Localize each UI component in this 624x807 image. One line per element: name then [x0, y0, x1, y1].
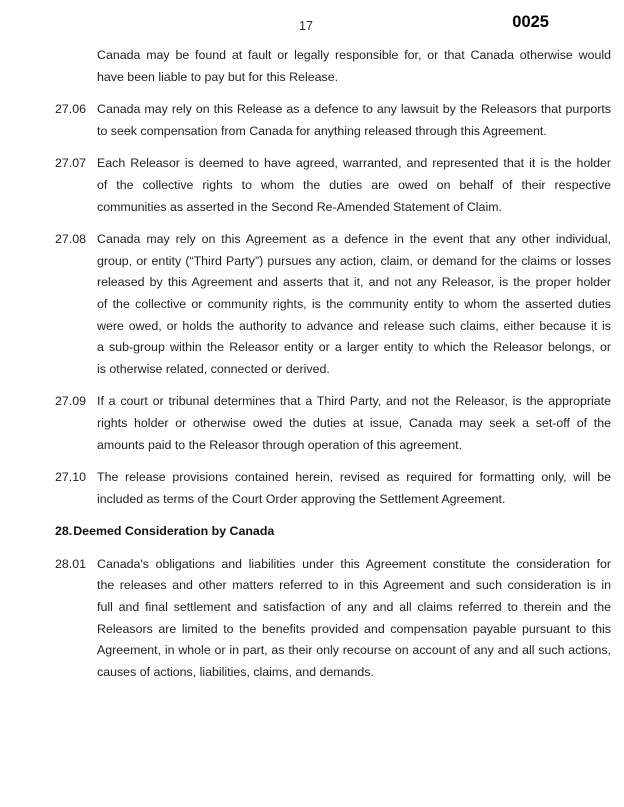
paragraph-text	[97, 45, 611, 88]
paragraph-line: included as terms of the Court Order approving the Settlement Agreement.	[97, 491, 506, 506]
paragraph-line: have been liable to pay but for this Release.	[97, 69, 339, 84]
paragraph-number: 27.08	[55, 232, 87, 247]
paragraph-line: rights holder or otherwise owed the duties at issue, Canada may seek a set-off of the	[97, 415, 611, 430]
paragraph-number: 28.01	[55, 556, 87, 571]
paragraph-27.10	[0, 467, 624, 510]
section-heading-28	[55, 521, 624, 543]
paragraph-text	[97, 99, 611, 142]
paragraph-line: Each Releasor is deemed to have agreed, warranted, and represented that it is the holder	[97, 156, 611, 171]
paragraph-line: to seek compensation from Canada for anything released through this Agreement.	[97, 123, 547, 138]
paragraph-line: Releasors are limited to the benefits provided and compensation payable pursuant to this	[97, 621, 611, 636]
paragraph-line: Canada may be found at fault or legally responsible for, or that Canada otherwise would	[97, 48, 611, 62]
paragraph-27.09	[0, 391, 624, 456]
paragraph-continuation	[0, 45, 624, 88]
paragraph-number: 27.06	[55, 102, 87, 117]
paragraph-line: of the collective rights to whom the duties are owed on behalf of their respective	[97, 177, 611, 192]
paragraph-27.08	[0, 229, 624, 380]
paragraph-line: Canada may rely on this Agreement as a defence in the event that any other individual,	[97, 232, 611, 247]
paragraph-text	[97, 391, 611, 456]
paragraph-line: Canada's obligations and liabilities under this Agreement constitute the consideration for	[97, 556, 611, 571]
paragraph-text	[97, 153, 611, 218]
page-number: 17	[299, 19, 313, 33]
section-number: 28.	[55, 524, 73, 539]
bates-number: 0025	[512, 13, 549, 31]
paragraph-line: the releases and other matters referred to in this Agreement and such consideration is in	[97, 578, 611, 593]
paragraph-text	[97, 554, 611, 684]
paragraph-line: is otherwise related, connected or derived.	[97, 361, 330, 376]
paragraph-text	[97, 467, 611, 510]
section-title: Deemed Consideration by Canada	[73, 524, 275, 539]
paragraph-28.01	[0, 554, 624, 684]
paragraph-text	[97, 229, 611, 380]
paragraph-27.07	[0, 153, 624, 218]
paragraph-line: amounts paid to the Releasor through operation of this agreement.	[97, 437, 463, 452]
paragraph-line: released by this Agreement and asserts that it, and not any Releasor, is the proper holder	[97, 275, 611, 290]
paragraph-line: of the collective or community rights, is the community entity to whom the asserted duties	[97, 296, 611, 311]
paragraph-line: group, or entity (“Third Party”) pursues any action, claim, or demand for the claims or losses	[97, 253, 611, 268]
paragraph-line: The release provisions contained herein, revised as required for formatting only, will be	[97, 470, 611, 485]
paragraph-number: 27.07	[55, 156, 87, 171]
paragraph-number: 27.10	[55, 470, 87, 485]
paragraph-line: full and final settlement and satisfaction of any and all claims referred to therein and the	[97, 600, 611, 615]
paragraph-line: were owed, or holds the authority to advance and release such claims, either because it is	[97, 318, 611, 333]
paragraph-line: Agreement, in whole or in part, as their only recourse on account of any and all such actions,	[97, 643, 611, 658]
paragraph-line: If a court or tribunal determines that a Third Party, and not the Releasor, is the appropriate	[97, 394, 611, 409]
paragraph-line: a sub-group within the Releasor entity or a larger entity to which the Releasor belongs, or	[97, 340, 611, 355]
paragraph-27.06	[0, 99, 624, 142]
paragraph-line: communities as asserted in the Second Re-Amended Statement of Claim.	[97, 199, 502, 214]
paragraph-line: causes of actions, liabilities, claims, and demands.	[97, 664, 374, 679]
paragraph-line: Canada may rely on this Release as a defence to any lawsuit by the Releasors that purports	[97, 102, 611, 117]
paragraph-number: 27.09	[55, 394, 87, 409]
